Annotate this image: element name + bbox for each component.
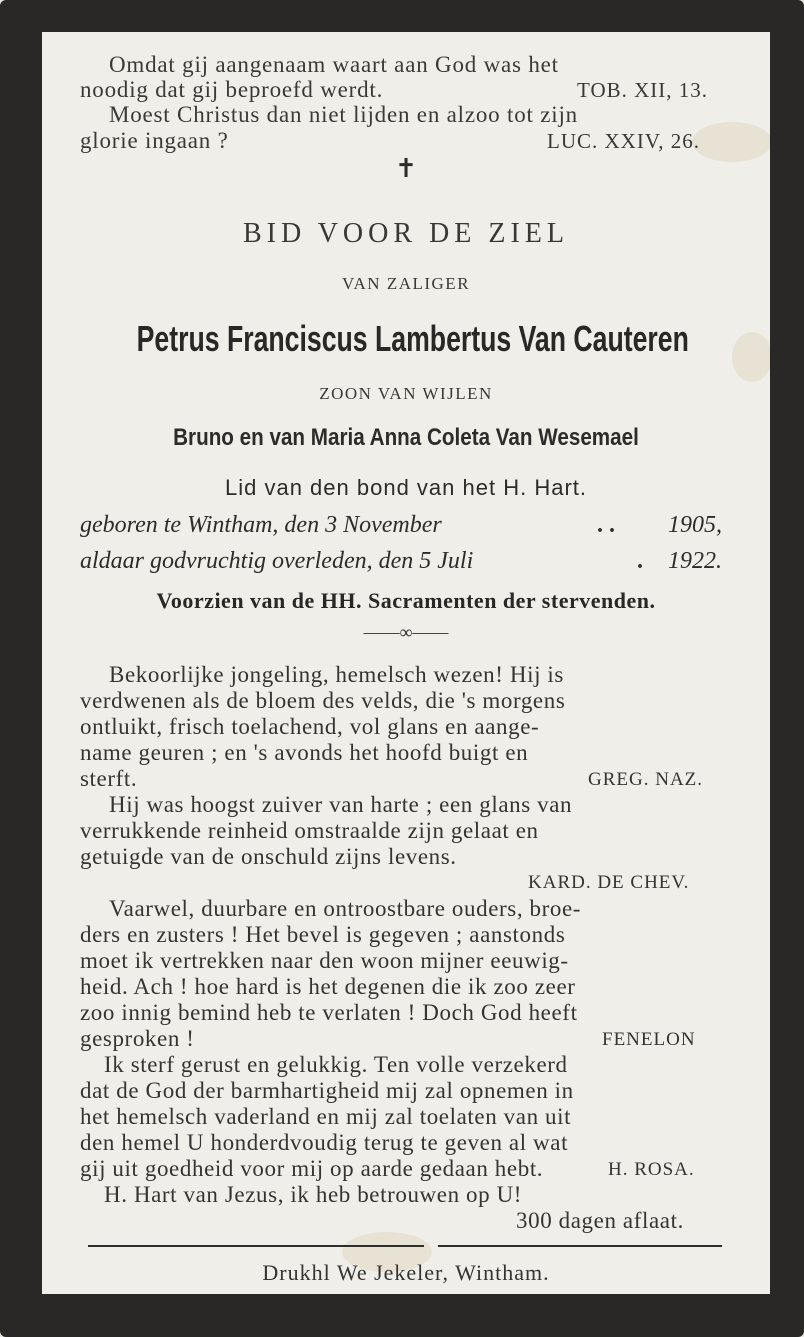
passage-line: moet ik vertrekken naar den woon mijner eeuwig-: [80, 948, 569, 973]
passage-line: den hemel U honderdvoudig terug te geven al wat: [80, 1130, 569, 1155]
passage-line: name geuren ; en 's avonds het hoofd buigt en: [80, 740, 529, 765]
passage-line: ders en zusters ! Het bevel is gegeven ; aanstonds: [80, 922, 566, 947]
card-paper: [42, 32, 770, 1294]
passage-line: Bekoorlijke jongeling, hemelsch wezen! Hij is: [109, 662, 564, 687]
page-title: BID VOOR DE ZIEL: [242, 218, 569, 249]
passage-line: het hemelsch vaderland en mij zal toelaten van uit: [80, 1104, 572, 1129]
passage-author: FENELON: [602, 1029, 696, 1050]
footer-rule: [438, 1245, 722, 1247]
death-dots: .: [637, 548, 643, 574]
deceased-name: Petrus Franciscus Lambertus Van Cauteren: [136, 318, 689, 359]
passage-author: KARD. DE CHEV.: [528, 872, 690, 893]
epigraph-line: glorie ingaan ?: [80, 128, 229, 153]
son-of-label: ZOON VAN WIJLEN: [319, 384, 493, 403]
epigraph-line: Omdat gij aangenaam waart aan God was het: [109, 52, 559, 77]
birth-text: geboren te Wintham, den 3 November: [80, 512, 442, 538]
birth-dots: . .: [597, 512, 615, 538]
passage-line: heid. Ach ! hoe hard is het degenen die ik zoo zeer: [80, 974, 576, 999]
passage-line: gesproken !: [80, 1026, 195, 1051]
passage-author: GREG. NAZ.: [588, 769, 704, 790]
epigraph-reference: LUC. XXIV, 26.: [547, 129, 701, 153]
passage-line: Vaarwel, duurbare en ontroostbare ouders, broe-: [109, 896, 582, 921]
epigraph-line: Moest Christus dan niet lijden en alzoo tot zijn: [109, 102, 578, 127]
footer-rule: [88, 1245, 424, 1247]
epigraph-reference: TOB. XII, 13.: [577, 78, 709, 102]
passage-author: H. ROSA.: [608, 1159, 695, 1180]
passage-line: verrukkende reinheid omstraalde zijn gelaat en: [80, 818, 539, 843]
passage-line: getuigde van de onschuld zijns levens.: [80, 844, 457, 869]
subheading: VAN ZALIGER: [341, 274, 471, 293]
prayer: H. Hart van Jezus, ik heb betrouwen op U!: [104, 1182, 523, 1207]
birth-year: 1905,: [668, 512, 722, 538]
passage-line: zoo innig bemind heb te verlaten ! Doch God heeft: [80, 1000, 578, 1025]
passage-line: ontluikt, frisch toelachend, vol glans en aange-: [80, 714, 540, 739]
passage-line: verdwenen als de bloem des velds, die 's morgens: [80, 688, 566, 713]
passage-line: sterft.: [80, 766, 138, 791]
passage-line: Ik sterf gerust en gelukkig. Ten volle verzekerd: [104, 1052, 568, 1077]
sacraments-line: Voorzien van de HH. Sacramenten der stervenden.: [156, 588, 656, 613]
indulgence: 300 dagen aflaat.: [516, 1208, 684, 1233]
stain: [732, 332, 770, 382]
death-text: aldaar godvruchtig overleden, den 5 Juli: [80, 548, 474, 574]
passage-line: dat de God der barmhartigheid mij zal opnemen in: [80, 1078, 574, 1103]
printer-imprint: Drukhl We Jekeler, Wintham.: [262, 1260, 550, 1285]
membership: Lid van den bond van het H. Hart.: [225, 475, 587, 500]
passage-line: gij uit goedheid voor mij op aarde gedaan hebt.: [80, 1156, 544, 1181]
epigraph-line: noodig dat gij beproefd werdt.: [80, 77, 384, 102]
ornament-divider: ——∞——: [363, 622, 449, 642]
passage-line: Hij was hoogst zuiver van harte ; een glans van: [109, 792, 573, 817]
parents-names: Bruno en van Maria Anna Coleta Van Wesemael: [173, 424, 639, 451]
death-year: 1922.: [668, 548, 722, 574]
cross-icon: ✝: [395, 154, 417, 184]
